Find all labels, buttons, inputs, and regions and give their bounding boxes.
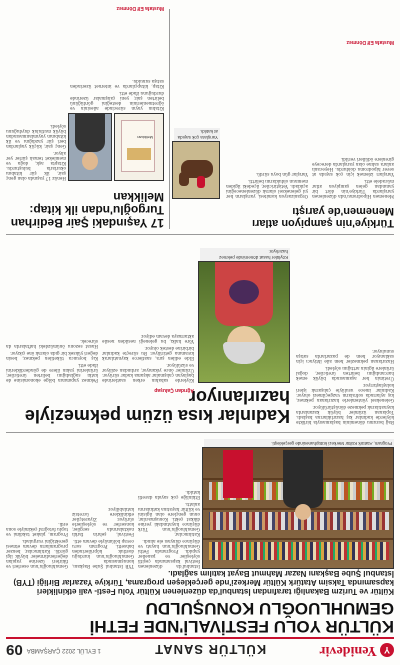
- poet-photo: [68, 113, 112, 181]
- story-three-byline: Mustafa Elf Dönmez: [346, 39, 394, 45]
- page-meta: [6, 642, 101, 659]
- main-deck: Kültür ve Turizm Bakanlığı tarafından İstanbul'da düzenlenen Kültür Yolu Festi- vali etkinlikleri kapsamında Taksim Atatürk Kültür Merkezi'nde gerçekleşen programa, Türkiye Yazarlar Birliği (TYB) İstanbul Şube Başkanı Nazar Mahmut Bayat katılım sağladı.: [13, 569, 394, 596]
- grape-bunch: [229, 280, 259, 304]
- masthead-logo: [319, 642, 394, 658]
- masthead: [6, 637, 394, 661]
- speaker-head: [295, 504, 311, 520]
- horse-photo: [172, 141, 220, 199]
- book-cover: [121, 120, 155, 172]
- poet-body: [75, 114, 105, 152]
- story-two-byline: Ağrıdan Çaluşap: [154, 387, 194, 393]
- story-four-column-right: Henüz 17 yaşında olan genç şair, ilk şiir kitabını okurlarla buluşturdu. Kitapta aşk, doğa ve memleket temalı şiirler yer alıyor. Genç şair, küçük yaşlardan beri şiir yazdığını ve ilk kitabının yayımlanmasından büyük mutluluk duyduğunu söyledi.: [6, 124, 66, 181]
- logo-text: Yenidevir: [319, 643, 377, 658]
- library-photo: [202, 447, 394, 569]
- story-three-column-2: Organizasyon komitesi, yarışların her yıl geleneksel olarak düzenleneceğini açıkladı. Yetiştiriciler, ilçedeki ilgiden memnun olduklarını belirtti. Yarışlar gün boyu sürdü.: [226, 172, 308, 199]
- story-four-byline: Mustafa Elf Dönmez: [116, 5, 164, 11]
- banner-stand: [223, 450, 253, 498]
- horse-head: [179, 172, 189, 186]
- grape-photo: [198, 261, 290, 383]
- library-caption: Program, Atatürk Kültür Merkezi kütüphanesinde gerçekleşti.: [204, 440, 394, 448]
- story-three-column-1: Menemen Hipodromu'nda düzenlenen yarışlarda Türkiye'nin dört bir yanından gelen şampiyon atlar mücadele etti. Yarışları izlemek için çok sayıda at sever hipodromu doldurdu. Heyecanlı anlara sahne olan yarışlarda dereceye girenlere ödülleri verildi.: [312, 157, 394, 199]
- section-divider: [6, 432, 394, 433]
- books-row-1: [209, 542, 389, 560]
- horse-caption: Yarışlara çok sayıda at katıldı.: [174, 128, 220, 141]
- section-divider-2: [6, 234, 394, 235]
- story-four-headline: 17 Yaşındaki Şair Bedirhan Turgoğlu'ndan ilk kitap: Melikkan: [10, 190, 164, 230]
- page-number: 09: [6, 641, 23, 659]
- book-title: Melikkan: [137, 135, 153, 140]
- main-column-2: TYB İstanbul Şube Başkanı, konuşmasında Gemuhluoğlu'nun kurduğu dostluk köprülerinden bahsetti. Program soru cevap bölümüyle devam etti. Festival, şehrin farklı noktalarında sergiler, konserler ve söyleşilerle sürüyor. Ziyaretçiler etkinliklere ücretsiz katılabiliyor.: [72, 507, 134, 569]
- main-column-1: İstanbul'da düzenlenen festival kapsamında çeşitli söyleşiler ve paneller yapıldı. Programda Fethi Gemuhluoğlu'nun hayatı ve düşünce dünyası ele alındı. Katılımcılar, Gemuhluoğlu'nun Türk düşünce hayatındaki yerine dikkat çekti. Konuşmacılar, onun gençlere olan ilgisini ve kültür hayatına katkılarını anlattı. Etkinliğe çok sayıda davetli katıldı.: [138, 490, 200, 569]
- logo-icon: Y: [380, 643, 394, 657]
- main-headline: KÜLTÜR YOLU FESTİVALİ'NDE FETHİ GEMUHLUOĞLU KONUŞULDU: [89, 599, 394, 636]
- issue-date: 1 EYLÜL 2022 ÇARŞAMBA: [26, 647, 101, 653]
- section-title: KÜLTÜR SANAT: [154, 642, 267, 658]
- column-divider: [169, 9, 170, 229]
- story-two-column-mid: Köylerde sabahın erken saatlerinde başlayan çalışmalar akşama kadar sürüyor. Üzümler önce yıkanıyor, ardından eziliyor ve süzülüyor. Elde edilen şıra, saatlerce kaynatılarak kıvamına getiriliyor. Bu süreçte kadınlar birbirine destek oluyor. Yöre halkı, bu geleneği nesilden nesile aktarmaya devam ediyor.: [102, 334, 194, 383]
- book-illustration: [127, 148, 151, 160]
- story-two-column-left: Bağ bozumu döneminin başlamasıyla birlikte köylerde kadınlar kış hazırlıklarına başladı. Toplanan üzümler büyük kazanlarda kaynatılarak pekmeze dönüştürülüyor. Geleneksel yöntemlerle hazırlanan pekmez, kış aylarında sofraların vazgeçilmezi oluyor. Kadınlar imece usulüyle çalışarak işleri kolaylaştırıyor. Üretimin her aşamasında büyük emek harcandığını belirten üreticiler, doğal ürünlere ilginin arttığını söyledi. Hazırlanan pekmezler hem aile ihtiyacı için saklanıyor hem de pazarlarda satışa sunuluyor.: [296, 349, 394, 425]
- speaker-figure: [283, 450, 323, 508]
- book-cover-photo: [114, 113, 164, 181]
- main-column-3: Gemuhluoğlu'nun eserleri ve fikirleri üzerine yapılan değerlendirmeler büyük ilgi gördü. Katılımcılar, benzer programların devam etmesi gerektiğini vurguladı. Program, plaket takdimi ve toplu fotoğraf çekimiyle sona erdi.: [6, 522, 68, 569]
- poet-head: [82, 152, 98, 170]
- jockey: [197, 176, 205, 188]
- main-headline-block: [6, 569, 394, 635]
- story-two-headline: Kadınlar kısa üzüm pekmeziyle hazırlanıyor: [24, 387, 290, 426]
- story-four-column-left: Kitabın yayın sürecinde ailesinin ve öğretmenlerinin desteğini gördüğünü belirten şair, yeni çalışmalar üzerinde durduğunu ifade etti. Kitap, kitapçılarda ve internet üzerinden satışa sunuldu.: [70, 79, 164, 111]
- story-two-column-right: Pekmez yapımının bölge ekonomisine de katkı sağladığını belirten üreticiler, ürünlerini yakın illere de gönderdiklerini ifade etti. Kış boyunca tüketilen pekmez, besin değeri yüksek bir gıda olarak öne çıkıyor. Hasat sezonu önümüzdeki haftalarda da sürecek.: [6, 339, 98, 383]
- story-three-headline: Türkiye'nin şampiyon atları Menemen'de yarıştı: [252, 205, 394, 229]
- grape-caption: Köylüler hasat döneminde pekmez hazırlıyor.: [200, 248, 290, 261]
